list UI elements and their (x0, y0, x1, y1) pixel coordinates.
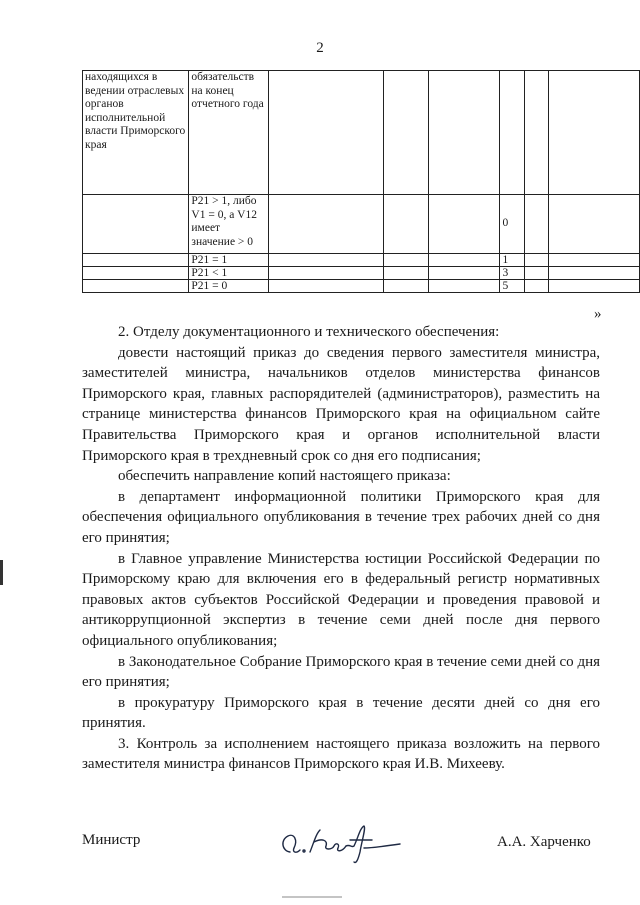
table-cell: 1 (500, 254, 524, 267)
table-cell (428, 254, 500, 267)
paragraph: в Законодательное Собрание Приморского края в течение семи дней со дня его принятия; (82, 653, 600, 691)
signatory-title: Министр (82, 832, 141, 848)
table-cell (83, 195, 189, 254)
table-cell (548, 71, 640, 195)
table-cell (83, 267, 189, 280)
scan-artifact (282, 896, 342, 898)
table-cell (83, 254, 189, 267)
criteria-table (82, 70, 640, 293)
handwritten-signature (276, 818, 406, 866)
table-cell: 3 (500, 267, 524, 280)
table-cell (548, 267, 640, 280)
table-cell (384, 195, 428, 254)
table-cell (268, 254, 384, 267)
table-cell (428, 267, 500, 280)
table-cell (268, 195, 384, 254)
table-cell (268, 71, 384, 195)
table-cell (268, 280, 384, 293)
table-row (83, 254, 640, 267)
table-cell: P21 > 1, либо V1 = 0, а V12 имеет значение > 0 (189, 195, 269, 254)
table-cell: 0 (500, 195, 524, 254)
paragraph: 3. Контроль за исполнением настоящего приказа возложить на первого заместителя министра финансов Приморского края И.В. Михееву. (82, 735, 600, 773)
table-cell (524, 280, 548, 293)
closing-quote: » (594, 306, 602, 322)
table-row (83, 267, 640, 280)
table-cell: P21 < 1 (189, 267, 269, 280)
table-cell (428, 71, 500, 195)
paragraph: в прокуратуру Приморского края в течение десяти дней со дня его принятия. (82, 694, 600, 732)
table-cell (268, 267, 384, 280)
paragraph: 2. Отделу документационного и технического обеспечения: (118, 324, 500, 340)
signatory-name: А.А. Харченко (497, 834, 591, 850)
table-cell (428, 195, 500, 254)
table-cell: P21 = 1 (189, 254, 269, 267)
table-cell (524, 267, 548, 280)
table-cell (524, 254, 548, 267)
table-cell: обязательств на конец отчетного года (189, 71, 269, 195)
table-cell: 5 (500, 280, 524, 293)
scan-edge-mark (0, 560, 3, 585)
document-body (82, 322, 600, 775)
table-row (83, 280, 640, 293)
paragraph: в Главное управление Министерства юстиции Российской Федерации по Приморскому краю для включения его в федеральный регистр нормативных правовых актов субъектов Российской Федерации и проведения правовой и антикоррупционной экспертиз в течение семи дней после дня первого официального опубликования; (82, 550, 600, 649)
paragraph: довести настоящий приказ до сведения первого заместителя министра, заместителей министра, начальников отделов министерства финансов Приморского края, главных распорядителей (администраторов), разместить на странице министерства финансов Приморского края на официальном сайте Правительства Приморского края и органов исполнительной власти Приморского края в трехдневный срок со дня его подписания; (82, 344, 600, 464)
table-cell: P21 = 0 (189, 280, 269, 293)
table-cell (548, 254, 640, 267)
table-row (83, 195, 640, 254)
table-cell (384, 267, 428, 280)
table-cell (548, 280, 640, 293)
paragraph: обеспечить направление копий настоящего приказа: (118, 468, 451, 485)
table-cell (83, 280, 189, 293)
paragraph: в департамент информационной политики Приморского края для обеспечения официального опубликования в течение трех рабочих дней со дня его принятия; (82, 488, 600, 546)
table-row (83, 71, 640, 195)
table-cell (548, 195, 640, 254)
table-cell (524, 195, 548, 254)
table-cell (384, 71, 428, 195)
table-cell (384, 280, 428, 293)
table-cell (428, 280, 500, 293)
page-number: 2 (316, 40, 324, 56)
table-cell (384, 254, 428, 267)
table-cell (500, 71, 524, 195)
table-cell: находящихся в ведении отраслевых органов исполнительной власти Приморского края (83, 71, 189, 195)
table-cell (524, 71, 548, 195)
